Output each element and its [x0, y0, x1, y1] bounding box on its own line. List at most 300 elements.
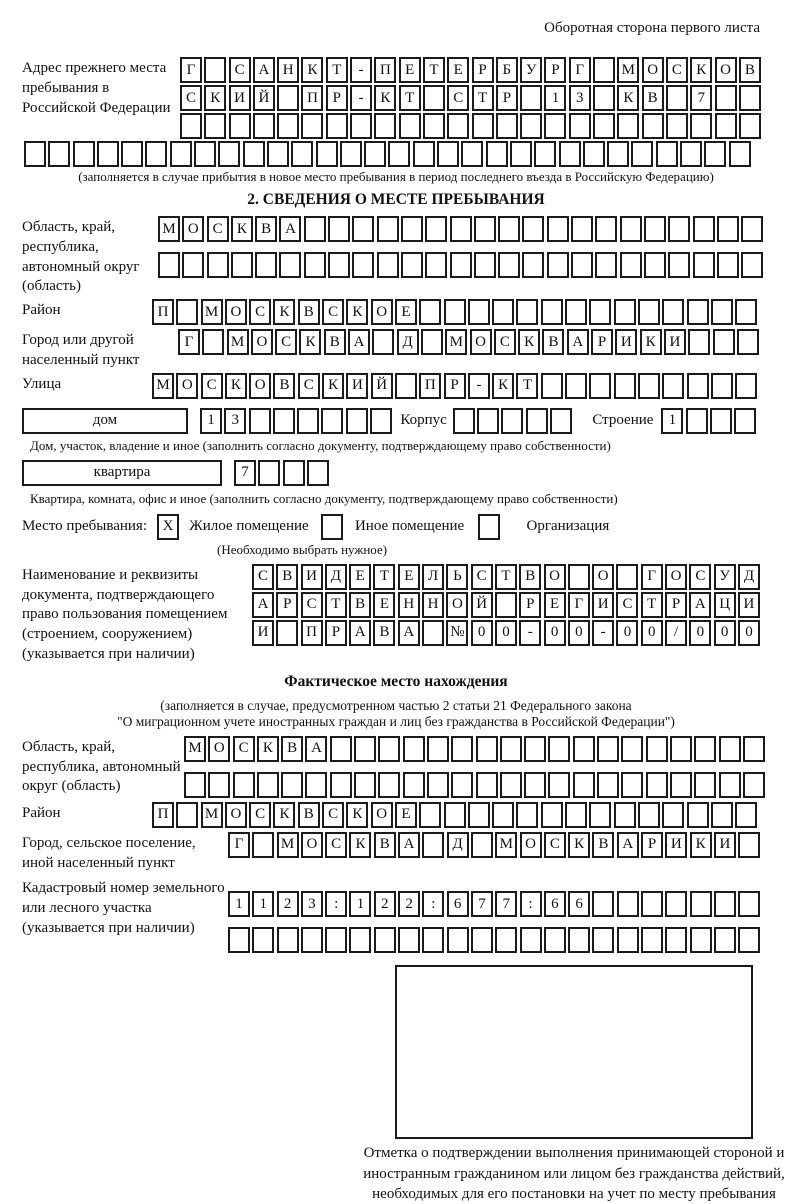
house-number-cells — [200, 408, 394, 434]
char-cell: Т — [641, 592, 663, 618]
char-cell: К — [346, 299, 368, 325]
char-cell — [330, 772, 352, 798]
char-cell: К — [640, 329, 662, 355]
char-cell — [541, 373, 563, 399]
char-cell — [328, 252, 350, 278]
char-cell — [620, 252, 642, 278]
char-cell: С — [180, 85, 202, 111]
char-cell: В — [642, 85, 664, 111]
char-cell — [476, 772, 498, 798]
char-cell — [258, 460, 280, 486]
char-cell: И — [229, 85, 251, 111]
char-cell: О — [371, 802, 393, 828]
char-cell — [378, 772, 400, 798]
char-cell — [547, 252, 569, 278]
char-cell — [522, 252, 544, 278]
prev-address-row-2 — [180, 85, 763, 111]
char-cell — [476, 736, 498, 762]
stamp-box-caption: Отметка о подтверждении выполнения принимающей стороной и иностранным гражданином или лицом без гражданства действий, необходимых для его постановки на учет по месту пребывания — [363, 1145, 785, 1202]
char-cell — [738, 832, 760, 858]
char-cell: Н — [277, 57, 299, 83]
char-cell: И — [664, 329, 686, 355]
char-cell — [252, 832, 274, 858]
actual-city-label: Город, сельское поселение, иной населенный пункт — [22, 834, 196, 871]
char-cell: М — [277, 832, 299, 858]
char-cell — [352, 252, 374, 278]
char-cell: О — [371, 299, 393, 325]
char-cell — [743, 772, 765, 798]
cadastral-label: Кадастровый номер земельного или лесного участка (указывается при наличии) — [22, 880, 225, 936]
char-cell — [437, 141, 459, 167]
char-cell: 0 — [471, 620, 493, 646]
char-cell — [662, 373, 684, 399]
char-cell: К — [568, 832, 590, 858]
char-cell: 6 — [544, 891, 566, 917]
char-cell: Т — [472, 85, 494, 111]
char-cell: С — [494, 329, 516, 355]
actual-location-title: Фактическое место нахождения — [284, 672, 508, 690]
char-cell — [715, 113, 737, 139]
char-cell — [468, 299, 490, 325]
char-cell: Р — [444, 373, 466, 399]
char-cell — [704, 141, 726, 167]
char-cell — [737, 329, 759, 355]
char-cell: : — [422, 891, 444, 917]
char-cell — [495, 592, 517, 618]
field-actual-city — [22, 832, 770, 874]
char-cell — [614, 299, 636, 325]
char-cell — [500, 736, 522, 762]
char-cell: В — [298, 802, 320, 828]
char-cell: А — [348, 329, 370, 355]
char-cell: Г — [180, 57, 202, 83]
char-cell: 0 — [689, 620, 711, 646]
char-cell — [743, 736, 765, 762]
district-row — [152, 299, 759, 325]
char-cell — [422, 832, 444, 858]
char-cell — [218, 141, 240, 167]
char-cell — [547, 216, 569, 242]
char-cell: Б — [496, 57, 518, 83]
char-cell — [472, 113, 494, 139]
other-premises-label: Иное помещение — [354, 518, 465, 535]
char-cell: П — [301, 620, 323, 646]
char-cell: К — [322, 373, 344, 399]
actual-district-label: Район — [22, 804, 61, 821]
char-cell: К — [204, 85, 226, 111]
checkbox-organization — [478, 514, 500, 540]
char-cell: 1 — [228, 891, 250, 917]
char-cell: Е — [395, 802, 417, 828]
char-cell: Е — [399, 57, 421, 83]
char-cell: М — [227, 329, 249, 355]
char-cell — [374, 113, 396, 139]
char-cell: М — [495, 832, 517, 858]
char-cell: Й — [371, 373, 393, 399]
char-cell: Л — [422, 564, 444, 590]
char-cell: К — [690, 57, 712, 83]
char-cell: У — [714, 564, 736, 590]
char-cell: С — [325, 832, 347, 858]
char-cell: 0 — [738, 620, 760, 646]
char-cell — [204, 113, 226, 139]
char-cell — [526, 408, 548, 434]
street-label: Улица — [22, 375, 62, 392]
char-cell — [423, 113, 445, 139]
char-cell: 1 — [349, 891, 371, 917]
char-cell — [617, 891, 639, 917]
char-cell: 0 — [568, 620, 590, 646]
char-cell — [444, 299, 466, 325]
char-cell — [693, 252, 715, 278]
char-cell — [354, 736, 376, 762]
char-cell: Р — [472, 57, 494, 83]
char-cell: С — [689, 564, 711, 590]
char-cell — [427, 772, 449, 798]
char-cell: В — [281, 736, 303, 762]
char-cell: 2 — [374, 891, 396, 917]
field-document — [22, 564, 770, 665]
char-cell — [474, 252, 496, 278]
city-row — [178, 329, 761, 355]
char-cell — [352, 216, 374, 242]
char-cell: Е — [544, 592, 566, 618]
char-cell — [253, 113, 275, 139]
char-cell — [425, 252, 447, 278]
char-cell: С — [322, 299, 344, 325]
char-cell — [710, 408, 732, 434]
char-cell — [228, 927, 250, 953]
prev-address-caption: (заполняется в случае прибытия в новое место пребывания в период последнего въезда в Российскую Федерацию) — [78, 169, 714, 184]
char-cell: С — [229, 57, 251, 83]
char-cell — [711, 373, 733, 399]
char-cell: 7 — [495, 891, 517, 917]
char-cell: В — [276, 564, 298, 590]
char-cell: О — [251, 329, 273, 355]
char-cell: О — [544, 564, 566, 590]
char-cell: М — [184, 736, 206, 762]
char-cell — [305, 772, 327, 798]
char-cell — [180, 113, 202, 139]
field-region — [22, 216, 770, 297]
char-cell — [501, 408, 523, 434]
char-cell: К — [374, 85, 396, 111]
char-cell — [646, 736, 668, 762]
char-cell — [638, 299, 660, 325]
apartment-cells — [234, 460, 331, 486]
char-cell — [307, 460, 329, 486]
field-actual-district — [22, 802, 770, 830]
char-cell — [644, 252, 666, 278]
char-cell: О — [715, 57, 737, 83]
char-cell: Е — [395, 299, 417, 325]
char-cell: Р — [276, 592, 298, 618]
char-cell — [711, 299, 733, 325]
char-cell: 3 — [301, 891, 323, 917]
char-cell: О — [225, 802, 247, 828]
char-cell — [665, 891, 687, 917]
actual-location-note-2: "О миграционном учете иностранных граждан и лиц без гражданства в Российской Федерации") — [117, 713, 675, 729]
char-cell: И — [665, 832, 687, 858]
char-cell: А — [689, 592, 711, 618]
char-cell — [631, 141, 653, 167]
char-cell — [477, 408, 499, 434]
char-cell — [194, 141, 216, 167]
char-cell: Т — [399, 85, 421, 111]
char-cell — [471, 927, 493, 953]
char-cell: 1 — [200, 408, 222, 434]
char-cell: С — [207, 216, 229, 242]
char-cell: А — [398, 620, 420, 646]
char-cell — [593, 57, 615, 83]
char-cell: А — [279, 216, 301, 242]
char-cell — [550, 408, 572, 434]
field-district — [22, 299, 770, 327]
field-house — [22, 408, 770, 434]
char-cell: : — [325, 891, 347, 917]
char-cell: Р — [496, 85, 518, 111]
char-cell: Г — [178, 329, 200, 355]
actual-location-note-1: (заполняется в случае, предусмотренном частью 2 статьи 21 Федерального закона — [160, 697, 632, 713]
char-cell: К — [301, 57, 323, 83]
char-cell — [316, 141, 338, 167]
char-cell — [277, 927, 299, 953]
char-cell: О — [665, 564, 687, 590]
char-cell: А — [617, 832, 639, 858]
field-prev-address — [22, 57, 770, 141]
char-cell — [471, 832, 493, 858]
char-cell — [734, 408, 756, 434]
char-cell — [451, 772, 473, 798]
char-cell — [617, 113, 639, 139]
char-cell — [717, 252, 739, 278]
char-cell — [444, 802, 466, 828]
char-cell — [713, 329, 735, 355]
char-cell — [662, 802, 684, 828]
char-cell — [419, 299, 441, 325]
char-cell: В — [349, 592, 371, 618]
region-label: Область, край, республика, автономный округ (область) — [22, 219, 140, 295]
char-cell — [735, 299, 757, 325]
prev-address-label: Адрес прежнего места пребывания в Российской Федерации — [22, 60, 171, 116]
char-cell — [690, 113, 712, 139]
char-cell: М — [201, 802, 223, 828]
char-cell: П — [419, 373, 441, 399]
char-cell — [583, 141, 605, 167]
char-cell — [450, 216, 472, 242]
residential-label: Жилое помещение — [189, 518, 309, 535]
char-cell — [520, 927, 542, 953]
char-cell — [231, 252, 253, 278]
char-cell — [492, 299, 514, 325]
char-cell: С — [544, 832, 566, 858]
char-cell: А — [349, 620, 371, 646]
char-cell: М — [201, 299, 223, 325]
document-row-2 — [252, 592, 762, 618]
char-cell: П — [301, 85, 323, 111]
char-cell — [735, 802, 757, 828]
char-cell: И — [252, 620, 274, 646]
char-cell — [595, 252, 617, 278]
char-cell: 1 — [252, 891, 274, 917]
char-cell: Ь — [446, 564, 468, 590]
city-label: Город или другой населенный пункт — [22, 332, 140, 368]
char-cell — [378, 736, 400, 762]
char-cell — [450, 252, 472, 278]
char-cell: И — [346, 373, 368, 399]
char-cell: М — [158, 216, 180, 242]
checkbox-other-premises — [321, 514, 343, 540]
char-cell — [176, 802, 198, 828]
char-cell — [281, 772, 303, 798]
cadastral-row-2 — [228, 927, 763, 953]
field-actual-region — [22, 736, 770, 800]
actual-region-row-1 — [184, 736, 767, 762]
char-cell — [641, 891, 663, 917]
char-cell — [741, 252, 763, 278]
char-cell — [573, 772, 595, 798]
char-cell: В — [273, 373, 295, 399]
char-cell — [403, 736, 425, 762]
stroenie-cells — [661, 408, 758, 434]
char-cell — [276, 620, 298, 646]
char-cell: В — [739, 57, 761, 83]
char-cell: Р — [326, 85, 348, 111]
actual-region-label: Область, край, республика, автономный округ (область) — [22, 738, 181, 795]
char-cell — [548, 736, 570, 762]
char-cell: С — [616, 592, 638, 618]
char-cell — [597, 736, 619, 762]
char-cell — [541, 802, 563, 828]
char-cell — [451, 736, 473, 762]
char-cell — [427, 736, 449, 762]
char-cell: К — [299, 329, 321, 355]
char-cell: О — [176, 373, 198, 399]
char-cell — [279, 252, 301, 278]
char-cell: Г — [641, 564, 663, 590]
char-cell: К — [492, 373, 514, 399]
char-cell — [326, 113, 348, 139]
char-cell: В — [592, 832, 614, 858]
char-cell: С — [249, 299, 271, 325]
char-cell — [694, 772, 716, 798]
char-cell: О — [592, 564, 614, 590]
char-cell: Т — [495, 564, 517, 590]
char-cell — [687, 373, 709, 399]
char-cell — [364, 141, 386, 167]
char-cell — [422, 927, 444, 953]
char-cell — [688, 329, 710, 355]
char-cell: 3 — [569, 85, 591, 111]
char-cell: - — [519, 620, 541, 646]
char-cell — [97, 141, 119, 167]
char-cell — [534, 141, 556, 167]
char-cell — [597, 772, 619, 798]
char-cell — [569, 113, 591, 139]
char-cell — [739, 113, 761, 139]
char-cell: Р — [325, 620, 347, 646]
char-cell — [614, 802, 636, 828]
char-cell — [474, 216, 496, 242]
char-cell — [413, 141, 435, 167]
char-cell — [638, 802, 660, 828]
char-cell — [541, 299, 563, 325]
char-cell: С — [233, 736, 255, 762]
section2-title: 2. СВЕДЕНИЯ О МЕСТЕ ПРЕБЫВАНИЯ — [247, 191, 545, 208]
char-cell — [690, 927, 712, 953]
char-cell — [255, 252, 277, 278]
field-apartment — [22, 460, 770, 486]
char-cell — [638, 373, 660, 399]
char-cell — [516, 299, 538, 325]
char-cell — [184, 772, 206, 798]
char-cell: / — [665, 620, 687, 646]
organization-label: Организация — [526, 518, 610, 535]
char-cell — [421, 329, 443, 355]
char-cell — [714, 891, 736, 917]
prev-address-row-4 — [24, 141, 770, 167]
char-cell: И — [714, 832, 736, 858]
char-cell — [73, 141, 95, 167]
char-cell: А — [567, 329, 589, 355]
char-cell — [680, 141, 702, 167]
char-cell: 2 — [277, 891, 299, 917]
char-cell: К — [518, 329, 540, 355]
char-cell: О — [182, 216, 204, 242]
char-cell — [158, 252, 180, 278]
char-cell — [711, 802, 733, 828]
region-row-2 — [158, 252, 765, 278]
char-cell — [510, 141, 532, 167]
char-cell: 1 — [661, 408, 683, 434]
char-cell — [690, 891, 712, 917]
char-cell — [571, 252, 593, 278]
char-cell: 0 — [544, 620, 566, 646]
char-cell: С — [322, 802, 344, 828]
char-cell — [656, 141, 678, 167]
char-cell: - — [350, 85, 372, 111]
cadastral-grid — [228, 877, 763, 955]
char-cell: В — [542, 329, 564, 355]
char-cell — [207, 252, 229, 278]
char-cell: Г — [569, 57, 591, 83]
char-cell — [714, 927, 736, 953]
char-cell — [277, 85, 299, 111]
char-cell: 7 — [471, 891, 493, 917]
char-cell — [350, 113, 372, 139]
house-box: дом — [22, 408, 188, 434]
char-cell: О — [225, 299, 247, 325]
char-cell: Р — [519, 592, 541, 618]
char-cell — [573, 736, 595, 762]
char-cell: Е — [447, 57, 469, 83]
stay-type-label: Место пребывания: — [22, 518, 147, 535]
char-cell — [496, 113, 518, 139]
char-cell: : — [520, 891, 542, 917]
char-cell — [621, 736, 643, 762]
char-cell: О — [301, 832, 323, 858]
char-cell — [614, 373, 636, 399]
char-cell — [686, 408, 708, 434]
char-cell: Д — [325, 564, 347, 590]
char-cell — [423, 85, 445, 111]
char-cell — [422, 620, 444, 646]
char-cell: Й — [471, 592, 493, 618]
char-cell — [468, 802, 490, 828]
char-cell — [741, 216, 763, 242]
char-cell: К — [273, 802, 295, 828]
char-cell — [719, 736, 741, 762]
